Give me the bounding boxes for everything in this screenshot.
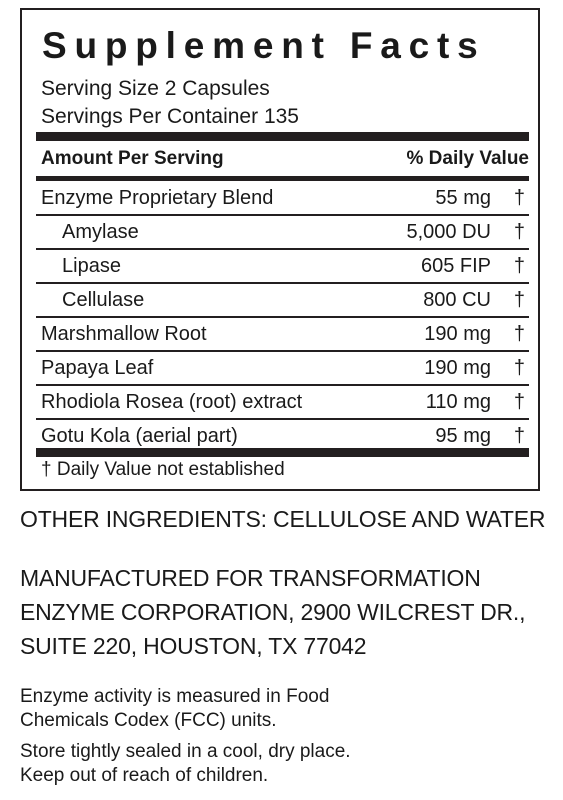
amount-per-serving-label: Amount Per Serving <box>41 148 224 169</box>
ingredient-name: Marshmallow Root <box>41 323 207 345</box>
table-row <box>36 352 529 386</box>
ingredient-name: Gotu Kola (aerial part) <box>41 425 238 447</box>
ingredient-amount: 110 mg <box>425 391 491 413</box>
daily-value-footnote: † Daily Value not established <box>41 459 285 480</box>
manufacturer-line: ENZYME CORPORATION, 2900 WILCREST DR., <box>20 599 526 625</box>
ingredient-amount: 55 mg <box>435 187 491 209</box>
other-ingredients: OTHER INGREDIENTS: CELLULOSE AND WATER <box>20 506 546 532</box>
enzyme-note-line-1: Enzyme activity is measured in Food <box>20 686 330 707</box>
ingredient-amount: 95 mg <box>435 425 491 447</box>
daily-value-label: % Daily Value <box>406 148 529 169</box>
daily-value-mark: † <box>513 425 525 447</box>
daily-value-mark: † <box>513 187 525 209</box>
table-row <box>36 318 529 352</box>
ingredient-name: Enzyme Proprietary Blend <box>41 187 274 209</box>
ingredient-name: Papaya Leaf <box>41 357 154 379</box>
enzyme-note-line-2: Chemicals Codex (FCC) units. <box>20 710 277 731</box>
ingredient-amount: 800 CU <box>423 289 491 311</box>
table-row <box>36 182 529 216</box>
manufacturer-line: MANUFACTURED FOR TRANSFORMATION <box>20 565 481 591</box>
table-row <box>36 284 529 318</box>
manufacturer-info <box>20 561 525 663</box>
divider-mid <box>36 176 529 181</box>
table-row <box>36 216 529 250</box>
daily-value-mark: † <box>513 255 525 277</box>
daily-value-mark: † <box>513 391 525 413</box>
panel-title: Supplement Facts <box>42 25 486 66</box>
table-row <box>36 250 529 284</box>
ingredient-amount: 190 mg <box>424 357 491 379</box>
daily-value-mark: † <box>513 357 525 379</box>
ingredient-amount: 605 FIP <box>420 255 491 277</box>
column-header <box>41 144 529 174</box>
divider-thick-bottom <box>36 448 529 457</box>
daily-value-mark: † <box>513 289 525 311</box>
ingredient-amount: 5,000 DU <box>406 221 491 243</box>
serving-size: Serving Size 2 Capsules <box>41 77 270 100</box>
table-row <box>36 386 529 420</box>
ingredient-name: Amylase <box>62 221 139 243</box>
storage-note-line-2: Keep out of reach of children. <box>20 765 269 786</box>
ingredient-name: Lipase <box>62 255 121 277</box>
ingredient-table <box>36 182 529 452</box>
daily-value-mark: † <box>513 221 525 243</box>
manufacturer-line: SUITE 220, HOUSTON, TX 77042 <box>20 633 367 659</box>
supplement-facts-panel <box>20 8 540 491</box>
divider-thick-top <box>36 132 529 141</box>
storage-note-line-1: Store tightly sealed in a cool, dry place. <box>20 741 351 762</box>
ingredient-amount: 190 mg <box>424 323 491 345</box>
ingredient-name: Rhodiola Rosea (root) extract <box>41 391 303 413</box>
daily-value-mark: † <box>513 323 525 345</box>
servings-per-container: Servings Per Container 135 <box>41 105 299 128</box>
ingredient-name: Cellulase <box>62 289 145 311</box>
